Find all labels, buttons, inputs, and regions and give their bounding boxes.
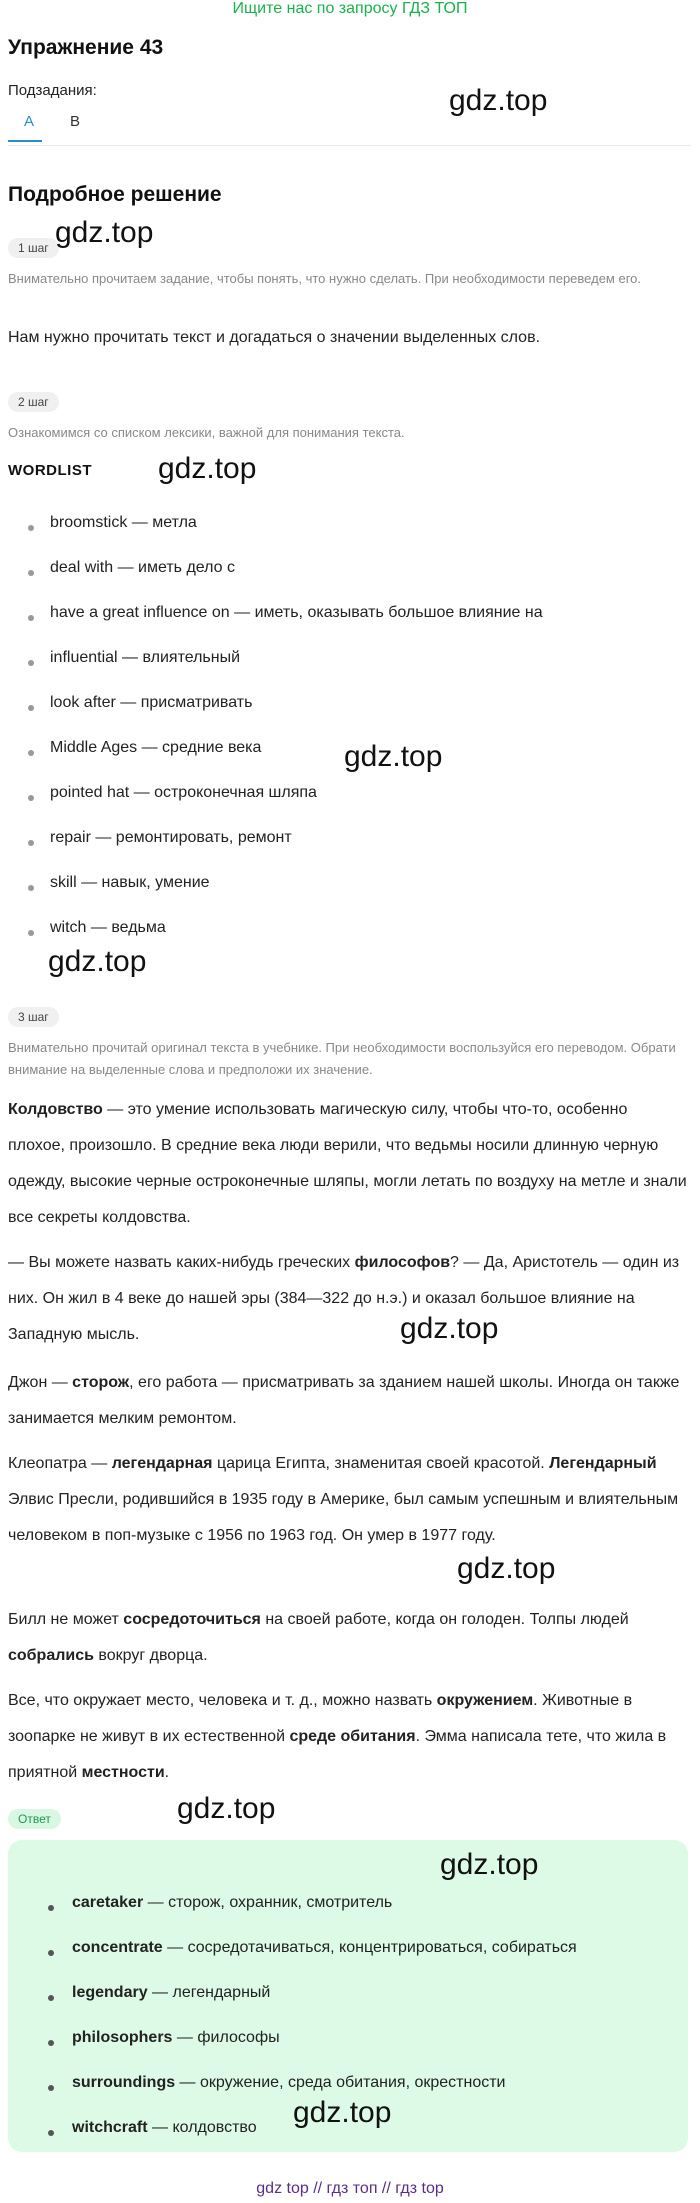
watermark: gdz.top xyxy=(55,216,154,249)
list-bullet xyxy=(48,2085,54,2091)
subtasks-label: Подзадания: xyxy=(8,82,97,99)
highlight-word: среде обитания xyxy=(289,1728,416,1745)
page-title: Упражнение 43 xyxy=(8,36,164,59)
answer-item: caretaker — сторож, охранник, смотритель xyxy=(72,1894,393,1911)
watermark: gdz.top xyxy=(344,740,443,773)
list-bullet xyxy=(48,2040,54,2046)
tab-b[interactable]: B xyxy=(70,113,81,130)
wordlist-item: have a great influence on — иметь, оказывать большое влияние на xyxy=(50,604,543,621)
paragraph-caretaker: Джон — сторож, его работа — присматривать за зданием нашей школы. Иногда он также занимается мелким ремонтом. xyxy=(8,1374,680,1427)
answer-item: concentrate — сосредотачиваться, концентрироваться, собираться xyxy=(72,1939,577,1956)
wordlist-item: deal with — иметь дело с xyxy=(50,559,236,576)
divider xyxy=(8,145,690,146)
paragraph-legendary: Клеопатра — легендарная царица Египта, знаменитая своей красотой. Легендарный Элвис Пресли, родившийся в 1935 году в Америке, был самым успешным и влиятельным человеком в поп-музыке с 1956 по 1963 год. Он умер в 1977 году. xyxy=(8,1455,679,1544)
list-bullet xyxy=(28,930,34,936)
watermark: gdz.top xyxy=(457,1552,556,1585)
list-bullet xyxy=(48,2130,54,2136)
list-bullet xyxy=(28,525,34,531)
paragraph-concentrate: Билл не может сосредоточиться на своей работе, когда он голоден. Толпы людей собрались вокруг дворца. xyxy=(8,1611,629,1664)
list-bullet xyxy=(48,1905,54,1911)
answer-item: philosophers — философы xyxy=(72,2029,280,2046)
highlight-word: сосредоточиться xyxy=(123,1611,261,1628)
watermark: gdz.top xyxy=(400,1312,499,1345)
answer-badge: Ответ xyxy=(8,1809,61,1829)
wordlist-item: look after — присматривать xyxy=(50,694,253,711)
wordlist-item: skill — навык, умение xyxy=(50,874,210,891)
answer-item: witchcraft — колдовство xyxy=(72,2119,257,2136)
step-2-hint: Ознакомимся со списком лексики, важной для понимания текста. xyxy=(8,425,405,440)
highlight-word: легендарная xyxy=(111,1455,213,1472)
list-bullet xyxy=(48,1995,54,2001)
step-badge-3: 3 шаг xyxy=(8,1007,59,1027)
step-1-text: Нам нужно прочитать текст и догадаться о значении выделенных слов. xyxy=(8,329,541,346)
list-bullet xyxy=(28,615,34,621)
wordlist-item: witch — ведьма xyxy=(50,919,166,936)
step-3-hint: Внимательно прочитай оригинал текста в учебнике. При необходимости воспользуйся его переводом. Обрати внимание на выделенные слова и предположи их значение. xyxy=(8,1040,676,1077)
footer-links[interactable]: gdz top // гдз топ // гдз top xyxy=(256,2180,444,2197)
wordlist-item: repair — ремонтировать, ремонт xyxy=(50,829,292,846)
paragraph-witchcraft: Колдовство — это умение использовать магическую силу, чтобы что-то, особенно плохое, произошло. В средние века люди верили, что ведьмы носили длинную черную одежду, высокие черные остроконечные шляпы, могли летать по воздуху на метле и знали все секреты колдовства. xyxy=(8,1101,687,1226)
tab-a[interactable]: A xyxy=(24,113,35,130)
list-bullet xyxy=(28,795,34,801)
paragraph-surroundings: Все, что окружает место, человека и т. д., можно назвать окружением. Животные в зоопарке не живут в их естественной среде обитания. Эмма написала тете, что жила в приятной местности. xyxy=(8,1692,667,1781)
list-bullet xyxy=(28,885,34,891)
watermark: gdz.top xyxy=(158,452,257,485)
step-1-hint: Внимательно прочитаем задание, чтобы понять, что нужно сделать. При необходимости переведем его. xyxy=(8,271,641,286)
search-promo-banner: Ищите нас по запросу ГДЗ ТОП xyxy=(232,0,468,17)
wordlist-item: influential — влиятельный xyxy=(50,649,241,666)
highlight-word: философов xyxy=(354,1254,451,1271)
highlight-word: Колдовство xyxy=(8,1101,103,1118)
highlight-word: собрались xyxy=(8,1647,94,1664)
wordlist-item: Middle Ages — средние века xyxy=(50,739,262,756)
wordlist-item: broomstick — метла xyxy=(50,514,197,531)
solution-title: Подробное решение xyxy=(8,183,222,206)
list-bullet xyxy=(48,1950,54,1956)
step-badge-2: 2 шаг xyxy=(8,392,59,412)
watermark: gdz.top xyxy=(48,945,147,978)
list-bullet xyxy=(28,705,34,711)
list-bullet xyxy=(28,840,34,846)
paragraph-philosophers: — Вы можете назвать каких-нибудь греческих философов? — Да, Аристотель — один из них. Он жил в 4 веке до нашей эры (384—322 до н.э.) и оказал большое влияние на Западную мысль. xyxy=(8,1254,680,1343)
watermark: gdz.top xyxy=(293,2096,392,2129)
list-bullet xyxy=(28,570,34,576)
watermark: gdz.top xyxy=(177,1792,276,1825)
list-bullet xyxy=(28,750,34,756)
answer-item: legendary — легендарный xyxy=(72,1984,271,2001)
highlight-word: местности xyxy=(81,1764,165,1781)
watermark: gdz.top xyxy=(449,84,548,117)
highlight-word: окружением xyxy=(436,1692,534,1709)
highlight-word: Легендарный xyxy=(549,1455,657,1472)
highlight-word: сторож xyxy=(72,1374,130,1391)
wordlist-item: pointed hat — остроконечная шляпа xyxy=(50,784,317,801)
watermark: gdz.top xyxy=(440,1848,539,1881)
wordlist-title: WORDLIST xyxy=(8,462,92,479)
answer-item: surroundings — окружение, среда обитания, окрестности xyxy=(72,2074,506,2091)
step-badge-1: 1 шаг xyxy=(8,238,59,258)
active-tab-indicator xyxy=(8,140,42,142)
list-bullet xyxy=(28,660,34,666)
